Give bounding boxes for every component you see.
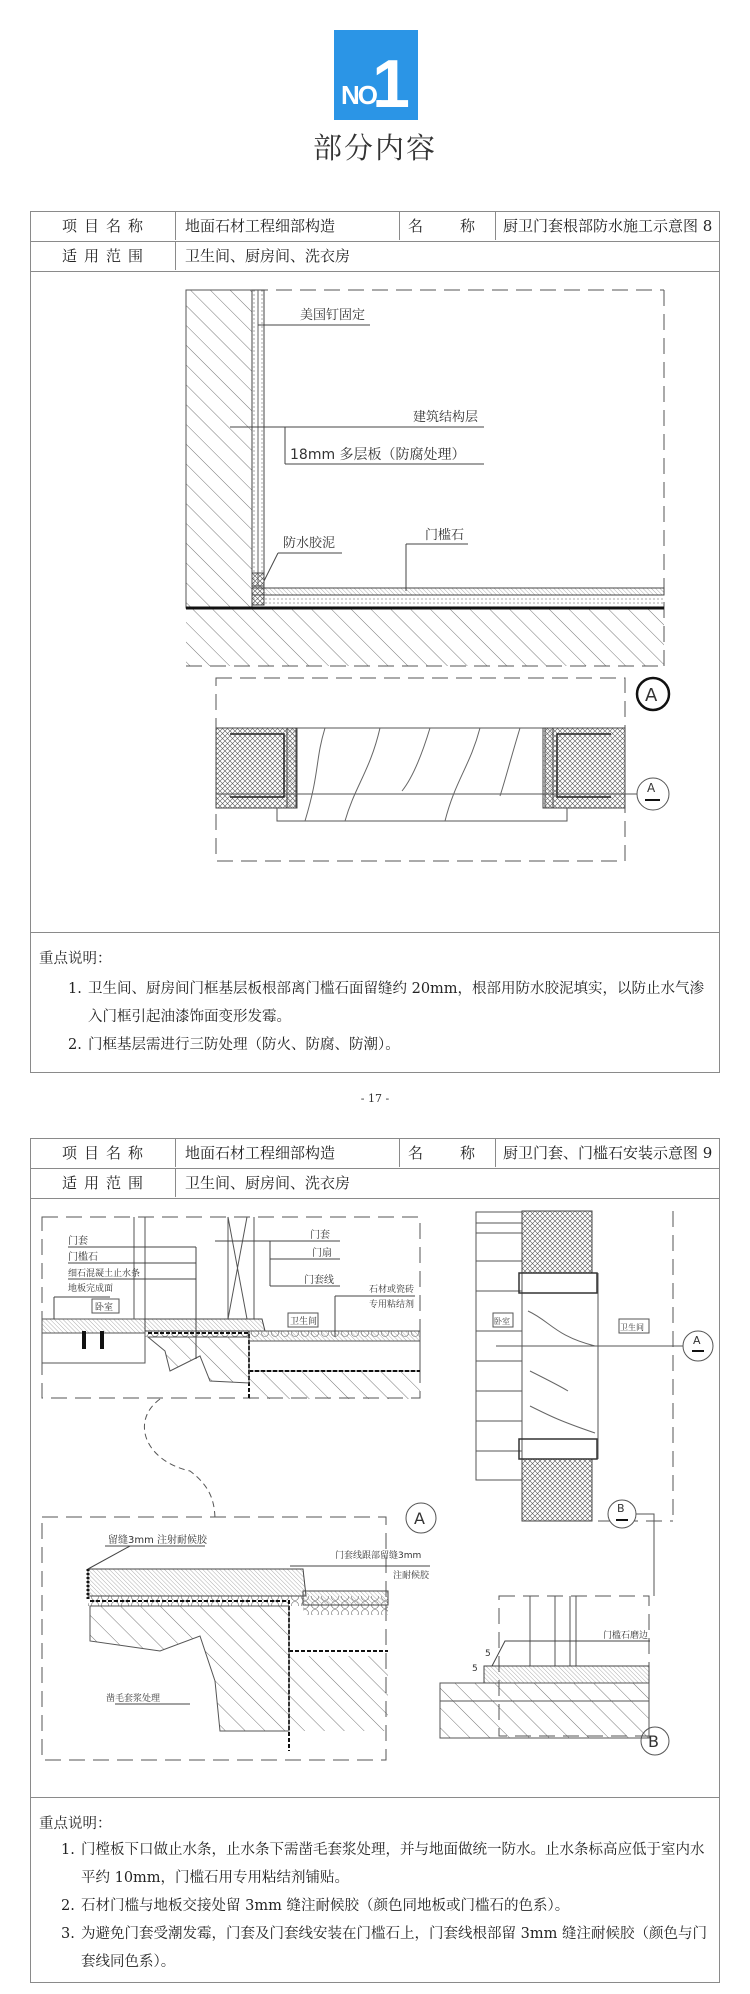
note-item: 3. 为避免门套受潮发霉，门套及门套线安装在门槛石上，门套线根部留 3mm 缝注耐候胶（颜色与门套线同色系）。 xyxy=(61,1926,707,1970)
label-mortar: 防水胶泥 xyxy=(283,536,336,551)
label-door-casing-r: 门套 xyxy=(310,1230,330,1241)
section-title: 部分内容 xyxy=(312,131,437,165)
project-name-label: 项目名称 xyxy=(31,1139,176,1167)
label-plywood: 18mm 多层板（防腐处理） xyxy=(290,447,466,463)
label-trim-gap-b: 注耐候胶 xyxy=(393,1571,430,1581)
room-bathroom: 卫生间 xyxy=(290,1317,318,1327)
badge-number: 1 xyxy=(372,46,410,122)
door-threshold-install-diagram xyxy=(31,1199,721,1794)
plan-mark-a: A xyxy=(693,1334,701,1347)
note-item: 1. 门樘板下口做止水条，止水条下需凿毛套浆处理，并与地面做统一防水。止水条标高应低于室内水平约 10mm，门槛石用专用粘结剂铺贴。 xyxy=(61,1842,705,1886)
note-item: 2. 门框基层需进行三防处理（防火、防腐、防潮）。 xyxy=(68,1037,400,1053)
scope-label: 适用范围 xyxy=(31,242,176,270)
label-door-trim: 门套线 xyxy=(304,1275,334,1286)
drawing-name-value: 厨卫门套、门槛石安装示意图 9 xyxy=(503,1144,713,1162)
section-mark-b: B xyxy=(648,1732,659,1751)
scope-value: 卫生间、厨房间、洗衣房 xyxy=(185,247,351,265)
plan-mark-b: B xyxy=(617,1502,625,1515)
project-name-value: 地面石材工程细部构造 xyxy=(176,212,400,240)
scope-label: 适用范围 xyxy=(31,1169,176,1197)
label-door-leaf: 门扇 xyxy=(312,1248,332,1259)
key-notes xyxy=(31,932,719,1072)
label-adhesive: 专用粘结剂 xyxy=(369,1300,415,1310)
drawing-sheet-9 xyxy=(30,1138,720,1983)
dim-5-side: 5 xyxy=(472,1664,478,1674)
label-stone-tile: 石材或瓷砖 xyxy=(369,1285,415,1295)
section-mark-a: A xyxy=(645,685,658,706)
drawing-name-value: 厨卫门套根部防水施工示意图 8 xyxy=(503,217,713,235)
section-mark-a-upper: A xyxy=(414,1509,425,1528)
label-door-casing: 门套 xyxy=(68,1236,88,1247)
badge-prefix: NO. xyxy=(341,80,382,110)
plan-room-bathroom: 卫生间 xyxy=(620,1323,644,1332)
label-threshold-edge: 门槛石磨边 xyxy=(603,1631,649,1641)
label-floor-finish: 地板完成面 xyxy=(68,1284,114,1294)
scope-value: 卫生间、厨房间、洗衣房 xyxy=(185,1174,351,1192)
notes-heading: 重点说明： xyxy=(39,951,112,967)
label-gap-3mm: 留缝3mm 注射耐候胶 xyxy=(108,1535,208,1546)
note-item: 2. 石材门槛与地板交接处留 3mm 缝注耐候胶（颜色同地板或门槛石的色系）。 xyxy=(61,1898,570,1914)
detail-drawing-9 xyxy=(31,1199,719,1794)
door-frame-waterproof-diagram xyxy=(31,272,721,932)
label-nail: 美国钉固定 xyxy=(300,308,366,323)
title-row xyxy=(31,212,719,242)
drawing-sheet-8 xyxy=(30,211,720,1073)
room-bedroom: 卧室 xyxy=(95,1303,114,1313)
label-threshold: 门槛石 xyxy=(425,528,465,543)
no1-badge xyxy=(334,30,418,120)
note-item: 1. 卫生间、厨房间门框基层板根部离门槛石面留缝约 20mm，根部用防水胶泥填实，以防止水气渗入门框引起油漆饰面变形发霉。 xyxy=(68,981,705,1025)
label-roughen: 凿毛套浆处理 xyxy=(106,1694,161,1704)
plan-room-bedroom: 卧室 xyxy=(494,1317,510,1326)
section-mark-a-plan: A xyxy=(647,781,656,795)
notes-heading: 重点说明： xyxy=(39,1816,112,1832)
detail-drawing-8 xyxy=(31,272,719,932)
scope-row xyxy=(31,1169,719,1199)
dim-5-top: 5 xyxy=(485,1649,491,1659)
name-label: 名 称 xyxy=(400,212,496,240)
label-structure: 建筑结构层 xyxy=(413,410,479,425)
scope-row xyxy=(31,242,719,272)
label-threshold-stone: 门槛石 xyxy=(68,1252,98,1263)
project-name-label: 项目名称 xyxy=(31,212,176,240)
page-number: - 17 - xyxy=(360,1092,390,1105)
key-notes xyxy=(31,1797,719,1982)
name-label: 名 称 xyxy=(400,1139,496,1167)
label-concrete-waterstop: 细石混凝土止水条 xyxy=(68,1269,141,1279)
title-row xyxy=(31,1139,719,1169)
project-name-value: 地面石材工程细部构造 xyxy=(176,1139,400,1167)
label-trim-gap-a: 门套线跟部留缝3mm xyxy=(335,1551,422,1561)
